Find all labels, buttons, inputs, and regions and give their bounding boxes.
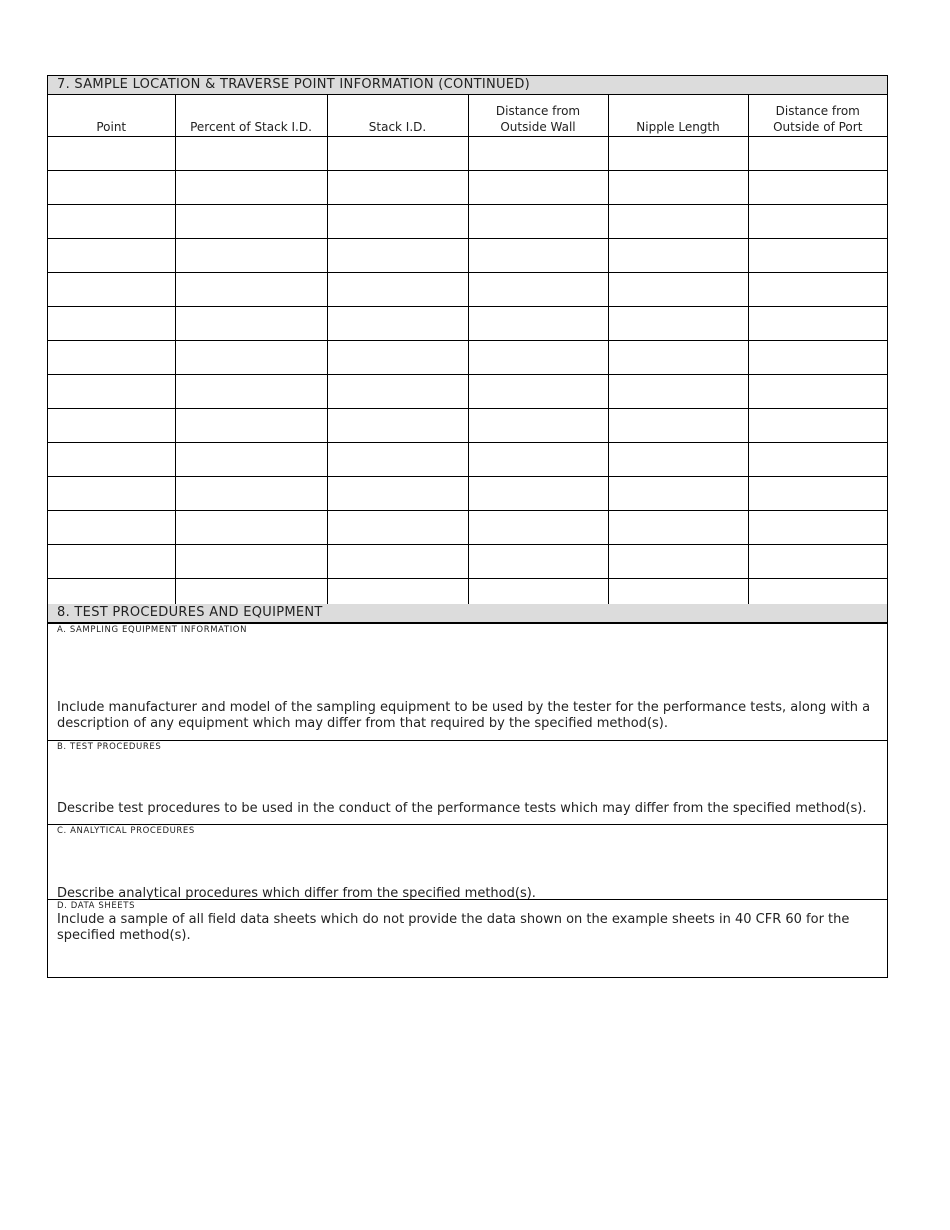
col-header-nipple-length: Nipple Length (608, 95, 748, 137)
section-7-title: 7. SAMPLE LOCATION & TRAVERSE POINT INFORMATION (CONTINUED) (48, 76, 887, 95)
table-cell[interactable] (175, 443, 327, 477)
test-procedures-label: B. TEST PROCEDURES (57, 742, 162, 752)
table-cell[interactable] (48, 443, 175, 477)
table-cell[interactable] (48, 307, 175, 341)
col-header-percent-stack-id: Percent of Stack I.D. (175, 95, 327, 137)
table-cell[interactable] (748, 307, 887, 341)
table-cell[interactable] (608, 239, 748, 273)
table-cell[interactable] (748, 137, 887, 171)
table-cell[interactable] (48, 511, 175, 545)
table-cell[interactable] (608, 171, 748, 205)
table-row (48, 511, 887, 545)
table-row (48, 307, 887, 341)
test-procedures-instructions: Describe test procedures to be used in the conduct of the performance tests which may differ from the specified method(s). (57, 801, 867, 816)
table-cell[interactable] (748, 409, 887, 443)
sampling-equipment-field[interactable] (48, 624, 887, 741)
table-row (48, 137, 887, 171)
table-cell[interactable] (748, 375, 887, 409)
table-cell[interactable] (327, 307, 468, 341)
table-cell[interactable] (608, 273, 748, 307)
table-cell[interactable] (468, 341, 608, 375)
table-cell[interactable] (608, 409, 748, 443)
table-cell[interactable] (48, 273, 175, 307)
table-cell[interactable] (48, 341, 175, 375)
table-cell[interactable] (48, 409, 175, 443)
table-cell[interactable] (748, 171, 887, 205)
table-cell[interactable] (468, 307, 608, 341)
table-cell[interactable] (175, 477, 327, 511)
analytical-procedures-field[interactable] (48, 825, 887, 900)
table-row (48, 375, 887, 409)
table-cell[interactable] (327, 511, 468, 545)
data-sheets-instructions: Include a sample of all field data sheets which do not provide the data shown on the example sheets in 40 CFR 60 for the specified method(s). (57, 912, 850, 943)
table-cell[interactable] (468, 137, 608, 171)
table-cell[interactable] (175, 171, 327, 205)
table-cell[interactable] (608, 477, 748, 511)
analytical-procedures-instructions: Describe analytical procedures which differ from the specified method(s). (57, 886, 536, 901)
table-row (48, 239, 887, 273)
table-row (48, 205, 887, 239)
table-cell[interactable] (468, 511, 608, 545)
table-cell[interactable] (608, 443, 748, 477)
table-cell[interactable] (748, 443, 887, 477)
traverse-point-rows (48, 137, 887, 613)
table-row (48, 341, 887, 375)
col-header-point: Point (48, 95, 175, 137)
table-cell[interactable] (748, 341, 887, 375)
table-cell[interactable] (175, 375, 327, 409)
table-cell[interactable] (327, 171, 468, 205)
table-row (48, 273, 887, 307)
table-cell[interactable] (748, 511, 887, 545)
table-cell[interactable] (608, 545, 748, 579)
col-header-distance-outside-wall: Distance from Outside Wall (468, 95, 608, 137)
table-cell[interactable] (608, 341, 748, 375)
table-cell[interactable] (468, 239, 608, 273)
sampling-equipment-instructions: Include manufacturer and model of the sampling equipment to be used by the tester for the performance tests, along with a description of any equipment which may differ from that required by the specified method(s). (57, 700, 871, 731)
table-cell[interactable] (48, 137, 175, 171)
data-sheets-field[interactable] (48, 900, 887, 977)
table-cell[interactable] (468, 273, 608, 307)
traverse-point-section (47, 75, 888, 613)
table-row (48, 545, 887, 579)
table-cell[interactable] (175, 273, 327, 307)
table-cell[interactable] (327, 239, 468, 273)
table-cell[interactable] (175, 205, 327, 239)
table-row (48, 443, 887, 477)
table-cell[interactable] (468, 545, 608, 579)
table-cell[interactable] (48, 239, 175, 273)
table-cell[interactable] (327, 477, 468, 511)
table-header-row (48, 95, 887, 137)
table-cell[interactable] (327, 409, 468, 443)
table-cell[interactable] (327, 545, 468, 579)
table-cell[interactable] (608, 511, 748, 545)
table-cell[interactable] (175, 341, 327, 375)
table-cell[interactable] (748, 545, 887, 579)
data-sheets-label: D. DATA SHEETS (57, 901, 136, 911)
table-row (48, 171, 887, 205)
table-cell[interactable] (608, 205, 748, 239)
table-cell[interactable] (327, 205, 468, 239)
table-cell[interactable] (748, 205, 887, 239)
table-cell[interactable] (48, 545, 175, 579)
test-procedures-section (47, 604, 888, 978)
traverse-point-table (48, 95, 887, 612)
table-cell[interactable] (327, 375, 468, 409)
table-cell[interactable] (48, 205, 175, 239)
table-cell[interactable] (175, 545, 327, 579)
table-cell[interactable] (468, 375, 608, 409)
table-cell[interactable] (175, 511, 327, 545)
table-cell[interactable] (748, 477, 887, 511)
table-cell[interactable] (48, 375, 175, 409)
table-cell[interactable] (175, 409, 327, 443)
table-cell[interactable] (327, 341, 468, 375)
table-cell[interactable] (48, 171, 175, 205)
table-cell[interactable] (468, 205, 608, 239)
table-cell[interactable] (608, 375, 748, 409)
table-cell[interactable] (468, 409, 608, 443)
table-row (48, 409, 887, 443)
table-cell[interactable] (608, 137, 748, 171)
table-cell[interactable] (175, 307, 327, 341)
col-header-stack-id: Stack I.D. (327, 95, 468, 137)
test-procedures-field[interactable] (48, 741, 887, 825)
section-8-title: 8. TEST PROCEDURES AND EQUIPMENT (48, 604, 887, 624)
table-cell[interactable] (327, 273, 468, 307)
table-cell[interactable] (468, 171, 608, 205)
col-header-distance-outside-port: Distance from Outside of Port (748, 95, 887, 137)
table-cell[interactable] (327, 443, 468, 477)
sampling-equipment-label: A. SAMPLING EQUIPMENT INFORMATION (57, 625, 248, 635)
analytical-procedures-label: C. ANALYTICAL PROCEDURES (57, 826, 195, 836)
table-cell[interactable] (608, 307, 748, 341)
table-cell[interactable] (175, 239, 327, 273)
table-row (48, 477, 887, 511)
table-cell[interactable] (748, 273, 887, 307)
table-cell[interactable] (175, 137, 327, 171)
table-cell[interactable] (748, 239, 887, 273)
table-cell[interactable] (48, 477, 175, 511)
table-cell[interactable] (468, 477, 608, 511)
table-cell[interactable] (327, 137, 468, 171)
table-cell[interactable] (468, 443, 608, 477)
